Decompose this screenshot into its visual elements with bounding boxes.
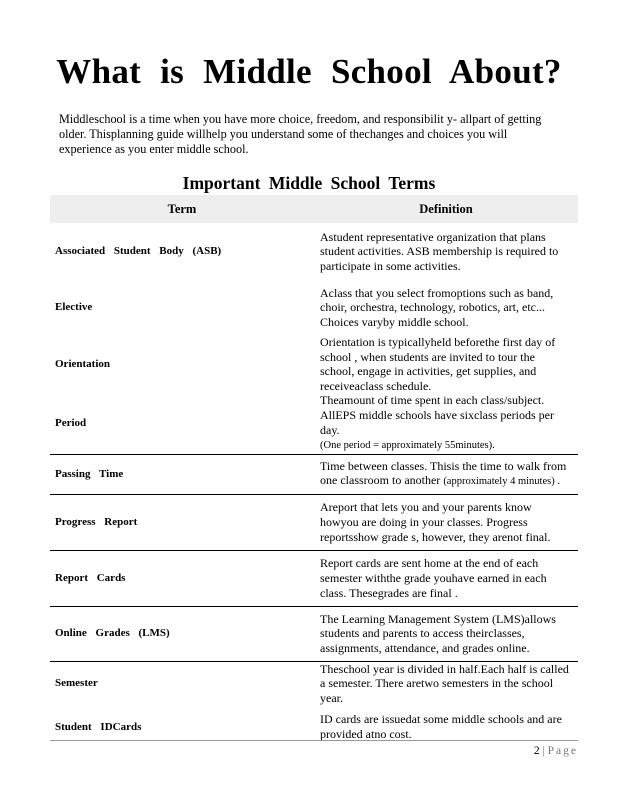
definition-text: Theschool year is divided in half.Each half is called a semester. There aretwo semesters in the school year. [320,661,569,705]
term-cell: Orientation [55,357,110,370]
term-cell: Progress Report [50,494,314,550]
table-row [50,280,578,335]
definition-note: (approximately 4 minutes) . [443,476,560,488]
definition-cell [314,494,578,550]
definition-text: Time between classes. Thisis the time to walk from one classroom to another [320,458,567,488]
table-title: Important Middle School Terms [182,173,436,193]
page-label: Page [547,745,578,757]
definition-cell [314,335,578,393]
term-cell: Period [55,417,87,430]
term-cell: Online Grades (LMS) [50,606,314,661]
page-title: What is Middle School About? [56,52,562,91]
term-cell: Report Cards [50,550,314,606]
term-cell: Semester [50,661,314,705]
table-row [50,661,578,705]
definition-text: Orientation is typicallyheld beforethe first day of school , when students are invited to tour the school, engage in activities, get supplies, and receiveaclass schedule. [320,335,556,393]
footer-separator: | [542,745,545,757]
definition-cell [314,661,578,705]
intro-paragraph: Middleschool is a time when you have more choice, freedom, and responsibilit y- allpart of getting older. Thisplanning guide willhelp you understand some of thechanges and choices you will experience as you enter middle school. [59,112,542,156]
term-cell: Associated Student Body (ASB) [55,245,222,258]
definition-column-header: Definition [314,195,578,223]
definition-text: Astudent representative organization that plans student activities. ASB membership is required to participate in some activities. [320,229,559,273]
definition-note: (One period = approximately 55minutes). [320,440,495,452]
definition-cell [314,393,578,454]
table-row [50,550,578,606]
definition-cell [314,550,578,606]
term-cell: Elective [55,301,93,314]
definition-text: Theamount of time spent in each class/subject. AllEPS middle schools have sixclass periods per day. [320,393,554,437]
table-row [50,393,578,454]
definition-text: The Learning Management System (LMS)allows students and parents to access theirclasses, assignments, attendance, and grades online. [320,611,556,656]
definition-text: Report cards are sent home at the end of each semester withthe grade youhave earned in each class. Thesegrades are final . [320,556,547,600]
table-row [50,335,578,393]
term-cell: Passing Time [50,454,314,494]
definition-cell [314,454,578,494]
term-cell: Student IDCards [55,720,142,733]
page-number: 2 [533,745,540,757]
table-header-row [50,195,578,223]
terms-table [50,195,578,749]
term-column-header: Term [50,195,314,223]
table-row [50,606,578,661]
definition-text: Aclass that you select fromoptions such as band, choir, orchestra, technology, robotics, art, etc... Choices varyby middle school. [320,285,554,329]
definition-cell [314,223,578,280]
table-row [50,494,578,550]
table-row [50,454,578,494]
definition-cell [314,280,578,335]
definition-text: Areport that lets you and your parents know howyou are doing in your classes. Progress reportsshow grade s, however, they arenot final. [320,500,551,544]
page-footer [50,740,578,757]
definition-text: ID cards are issuedat some middle schools and are provided atno cost. [320,712,562,742]
table-row [50,223,578,280]
definition-cell [314,606,578,661]
